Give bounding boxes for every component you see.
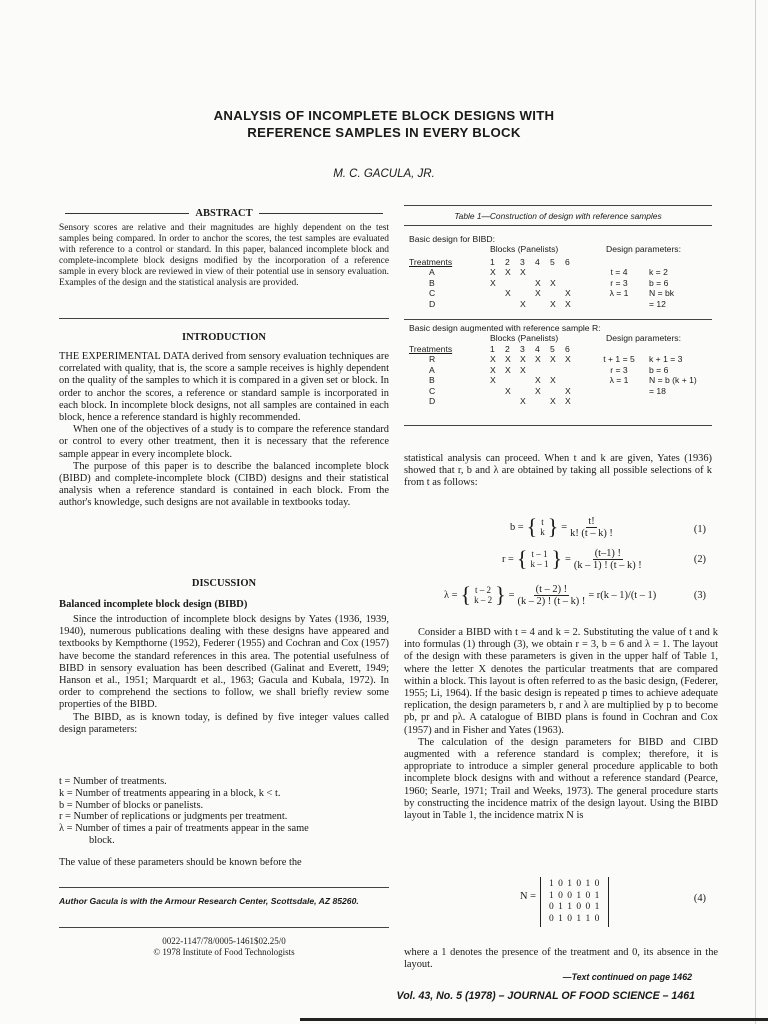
mark-A-block-3: X	[520, 267, 526, 277]
block-number-3: 3	[520, 344, 525, 354]
mark-B-block-5: X	[550, 375, 556, 385]
param-k: k = Number of treatments appearing in a block, k < t.	[59, 787, 281, 799]
continued-note: —Text continued on page 1462	[562, 972, 692, 982]
mark-D-block-5: X	[550, 396, 556, 406]
eq2-number: (2)	[693, 554, 706, 565]
mark-C-block-6: X	[565, 288, 571, 298]
mark-D-block-6: X	[565, 298, 571, 309]
abstract-rule-right	[259, 213, 383, 214]
block-number-4: 4	[535, 344, 540, 354]
right-paragraph-4	[404, 947, 718, 971]
mark-D-block-3: X	[520, 396, 526, 406]
mark-A-block-2: X	[505, 364, 511, 375]
author-name: M. C. GACULA, JR.	[333, 168, 435, 180]
discussion-paragraph-3	[59, 857, 389, 869]
block-number-3: 3	[520, 257, 525, 267]
mark-R-block-2: X	[505, 354, 511, 364]
eq1-number: (1)	[693, 524, 706, 535]
eq4-number: (4)	[693, 893, 706, 904]
right-paragraph-2: Consider a BIBD with t = 4 and k = 2. Substituting the value of t and k into formulas (1) through (3), we obtain r = 3, b = 6 and λ = 1. The layout of the design with these parameters is given in the upper half of Table 1, where the letter X denotes the particular treatments that are compared within a block. This layout is often referred to as the basic design, (Federer, 1955; Li, 1964). If the basic design is repeated p times to achieve adequate replication, the design parameters b, r and λ are multiplied by p to become pb, pr and pλ. A catalogue of BIBD plans is found in Cochran and Cox (1957) and in Fisher and Yates (1963).	[404, 627, 718, 736]
discussion-paragraph-2: The BIBD, as is known today, is defined by five integer values called design parameters:	[59, 711, 389, 735]
equation-2	[502, 546, 642, 572]
param-b: b = Number of blocks or panelists.	[59, 799, 204, 811]
section2-params-label: Design parameters:	[606, 333, 681, 343]
eq1-brace-left: {	[526, 514, 538, 539]
param-right-1: b = 6	[649, 277, 669, 288]
mark-D-block-6: X	[565, 396, 571, 406]
mark-B-block-5: X	[550, 277, 556, 288]
eq1-lhs: b =	[510, 521, 524, 533]
mark-B-block-1: X	[490, 375, 496, 385]
mark-D-block-3: X	[520, 298, 526, 309]
bibd-subheading: Balanced incomplete block design (BIBD)	[59, 599, 248, 610]
eq1-binom-top: t	[541, 517, 544, 527]
treatment-label-D: D	[429, 396, 436, 406]
article-ids	[59, 936, 389, 958]
block-number-6: 6	[565, 344, 570, 354]
title-line-2: REFERENCE SAMPLES IN EVERY BLOCK	[247, 125, 521, 140]
discussion-paragraph-1: Since the introduction of incomplete block designs by Yates (1936, 1939, 1940), numerous publications dealing with these designs have appeared and textbooks by Kempthorne (1952), Federer (1955) and Cochran and Cox (1957) have become the standard references in this area. The potential usefulness of BIBD in sensory evaluation has been described (Galinat and Everett, 1949; Hanson et al., 1951; Marquardt et al., 1963; Gacula and Kubala, 1972). In order to comprehend the sections to follow, we shall briefly review some properties of the BIBD.	[59, 614, 389, 711]
eq3-fraction	[518, 584, 586, 607]
eq1-equals: =	[561, 521, 568, 533]
table-section-2	[409, 323, 714, 421]
issn-line: 0022-1147/78/0005-1461$02.25/0	[162, 936, 286, 946]
param-t: t = Number of treatments.	[59, 776, 167, 787]
param-r: r = Number of replications or judgments per treatment.	[59, 811, 288, 823]
mark-R-block-4: X	[535, 354, 541, 364]
equation-4	[404, 873, 718, 929]
table-caption: Table 1—Construction of design with reference samples	[454, 211, 662, 221]
table-mid-rule	[404, 319, 712, 320]
treatment-label-A: A	[429, 267, 435, 277]
block-number-5: 5	[550, 257, 555, 267]
param-lambda: λ = Number of times a pair of treatments appear in the same	[59, 823, 309, 835]
param-lambda-cont: block.	[89, 834, 115, 846]
treatment-label-B: B	[429, 277, 435, 288]
footnote-divider	[59, 887, 389, 888]
right-paragraph-3: The calculation of the design parameters for BIBD and CIBD augmented with a reference standard is complex; therefore, it is appropriate to introduce a simpler general procedure applicable to both incomplete block designs with and without a reference standard (Pearce, 1960; Searle, 1971; Trail and Weeks, 1973). The general procedure starts by constructing the incidence matrix of the design layout. Using the BIBD layout in Table 1, the incidence matrix N is	[404, 736, 718, 822]
journal-footer: Vol. 43, No. 5 (1978) – JOURNAL OF FOOD SCIENCE – 1461	[396, 990, 695, 1002]
discussion-heading: DISCUSSION	[191, 578, 257, 589]
mark-C-block-2: X	[505, 385, 511, 396]
title-line-1: ANALYSIS OF INCOMPLETE BLOCK DESIGNS WITH	[213, 108, 555, 123]
param-left-2: λ = 1	[609, 288, 629, 298]
mark-A-block-2: X	[505, 267, 511, 277]
eq2-brace-right: }	[551, 546, 563, 571]
eq2-binom-top: t – 1	[531, 549, 548, 559]
mark-R-block-1: X	[490, 354, 496, 364]
eq3-brace-left: {	[460, 582, 472, 607]
block-number-5: 5	[550, 344, 555, 354]
eq2-lhs: r =	[502, 553, 514, 565]
eq2-numerator: (t–1) !	[594, 547, 621, 559]
block-number-1: 1	[490, 257, 495, 267]
eq2-binom-bot: k – 1	[530, 559, 549, 569]
treatment-label-A: A	[429, 364, 435, 375]
param-right-2: N = bk	[649, 288, 675, 298]
section2-treatments-label: Treatments	[409, 344, 453, 354]
eq3-binom	[474, 585, 492, 605]
right-paragraph-1-text: statistical analysis can proceed. When t and k are given, Yates (1936) showed that r, b and λ are obtained by taking all possible selections of k from t as follows:	[404, 453, 712, 489]
treatment-label-C: C	[429, 385, 436, 396]
mark-B-block-1: X	[490, 277, 496, 288]
mark-D-block-5: X	[550, 298, 556, 309]
eq3-numerator: (t – 2) !	[535, 583, 568, 595]
eq2-denominator: (k – 1) ! (t – k) !	[573, 559, 642, 571]
table-caption-rule	[404, 225, 712, 226]
table-bottom-rule	[404, 425, 712, 426]
section1-blocks-label: Blocks (Panelists)	[490, 244, 559, 254]
param-left-0: t = 4	[610, 267, 628, 277]
abstract-divider	[59, 318, 389, 319]
param-right-0: k = 2	[649, 267, 668, 277]
eq3-tail: = r(k – 1)/(t – 1)	[588, 589, 657, 601]
eq2-brace-left: {	[516, 546, 528, 571]
matrix-row-3: 0 1 1 0 0 1	[549, 902, 601, 912]
article-title	[0, 107, 768, 141]
mark-C-block-4: X	[535, 385, 541, 396]
abstract-heading-text: ABSTRACT	[195, 208, 253, 219]
discussion-body	[59, 614, 389, 736]
right-paragraphs	[404, 627, 718, 822]
eq3-lhs: λ =	[444, 589, 458, 601]
param-left-2: λ = 1	[609, 375, 629, 385]
block-number-6: 6	[565, 257, 570, 267]
matrix-row-4: 0 1 0 1 1 0	[549, 913, 601, 924]
section1-treatments-label: Treatments	[409, 257, 453, 267]
mark-C-block-2: X	[505, 288, 511, 298]
right-paragraph-4-text: where a 1 denotes the presence of the treatment and 0, its absence in the layout.	[404, 947, 718, 971]
param-left-1: r = 3	[610, 277, 628, 288]
treatment-label-R: R	[429, 354, 436, 364]
param-left-0: t + 1 = 5	[603, 354, 635, 364]
param-right-0: k + 1 = 3	[649, 354, 683, 364]
eq3-denominator: (k – 2) ! (t – k) !	[517, 595, 586, 607]
copyright-line: © 1978 Institute of Food Technologists	[153, 947, 295, 957]
discussion-paragraph-3-text: The value of these parameters should be known before the	[59, 857, 302, 868]
mark-A-block-1: X	[490, 267, 496, 277]
eq3-brace-right: }	[495, 582, 506, 607]
equations-block	[404, 508, 718, 628]
mark-R-block-6: X	[565, 354, 571, 364]
author-footnote: Author Gacula is with the Armour Research Center, Scottsdale, AZ 85260.	[59, 896, 359, 906]
param-right-1: b = 6	[649, 364, 669, 375]
mark-C-block-4: X	[535, 288, 541, 298]
equation-1	[510, 514, 613, 540]
abstract-rule-left	[65, 213, 189, 214]
parameter-list	[59, 776, 389, 847]
right-paragraph-1	[404, 453, 712, 490]
eq1-numerator: t!	[588, 515, 595, 527]
intro-paragraph-2: When one of the objectives of a study is to compare the reference standard or control to every other treatment, then it is necessary that the reference sample appear in every incomplete block.	[59, 424, 389, 460]
mark-B-block-4: X	[535, 375, 541, 385]
param-right-2: N = b (k + 1)	[649, 375, 697, 385]
section2-title: Basic design augmented with reference sample R:	[409, 323, 601, 333]
eq1-binom-bot: k	[540, 527, 545, 537]
mark-R-block-3: X	[520, 354, 526, 364]
table-section-1	[409, 234, 714, 320]
mark-C-block-6: X	[565, 385, 571, 396]
page-edge-rule	[755, 0, 756, 1024]
treatment-label-C: C	[429, 288, 436, 298]
param-right-3: = 18	[649, 385, 666, 396]
matrix-row-1: 1 0 1 0 1 0	[549, 879, 601, 889]
mark-B-block-4: X	[535, 277, 541, 288]
table-top-rule	[404, 205, 712, 206]
mark-R-block-5: X	[550, 354, 556, 364]
block-number-1: 1	[490, 344, 495, 354]
eq2-binom	[530, 549, 548, 569]
intro-paragraph-1: THE EXPERIMENTAL DATA derived from sensory evaluation techniques are correlated with quality, that is, the score a sample receives is highly dependent on the quality of the samples to which it is compared in a given set or block. In order to anchor the scores, a reference or standard sample is incorporated in each block. In incomplete block designs, not all samples are contained in each block, hence a reference standard is highly recommended.	[59, 351, 389, 424]
eq1-brace-right: }	[547, 514, 559, 539]
eq3-equals: =	[508, 589, 515, 601]
section1-title: Basic design for BIBD:	[409, 234, 495, 244]
intro-paragraph-3: The purpose of this paper is to describe the balanced incomplete block (BIBD) and complete-incomplete block (CIBD) designs and their statistical analysis when a reference standard is contained in each block. From the author's knowledge, such designs are not available in textbooks today.	[59, 460, 389, 509]
eq2-fraction	[574, 548, 642, 571]
abstract-text: Sensory scores are relative and their magnitudes are highly dependent on the test samples being compared. In order to anchor the scores, the test samples are evaluated with reference to a control or standard. In this paper, balanced incomplete block and complete-incomplete block designs modified by the incorporation of a reference sample in every block are reviewed in view of their potential use in sensory evaluation. Examples of the design and the statistical analysis are provided.	[59, 223, 389, 288]
eq3-binom-top: t – 2	[475, 585, 492, 595]
param-right-3: = 12	[649, 298, 666, 309]
equation-3	[444, 582, 656, 608]
bottom-bar	[300, 1018, 768, 1021]
eq2-equals: =	[565, 553, 571, 565]
param-left-1: r = 3	[610, 364, 628, 375]
mark-A-block-1: X	[490, 364, 496, 375]
mark-A-block-3: X	[520, 364, 526, 375]
abstract-heading	[59, 208, 389, 219]
block-number-2: 2	[505, 257, 510, 267]
section1-params-label: Design parameters:	[606, 244, 681, 254]
eq4-lhs: N =	[520, 891, 536, 902]
eq1-binom	[540, 517, 545, 537]
eq1-fraction	[570, 516, 613, 539]
section2-blocks-label: Blocks (Panelists)	[490, 333, 559, 343]
treatment-label-D: D	[429, 298, 436, 309]
block-number-2: 2	[505, 344, 510, 354]
block-number-4: 4	[535, 257, 540, 267]
incidence-matrix	[540, 877, 609, 927]
eq3-number: (3)	[693, 590, 706, 601]
introduction-heading: INTRODUCTION	[181, 332, 266, 343]
eq1-denominator: k! (t – k) !	[570, 527, 613, 539]
treatment-label-B: B	[429, 375, 435, 385]
footnote-divider-bottom	[59, 927, 389, 928]
eq3-binom-bot: k – 2	[474, 595, 493, 605]
introduction-body	[59, 351, 389, 510]
matrix-row-2: 1 0 0 1 0 1	[549, 890, 601, 901]
